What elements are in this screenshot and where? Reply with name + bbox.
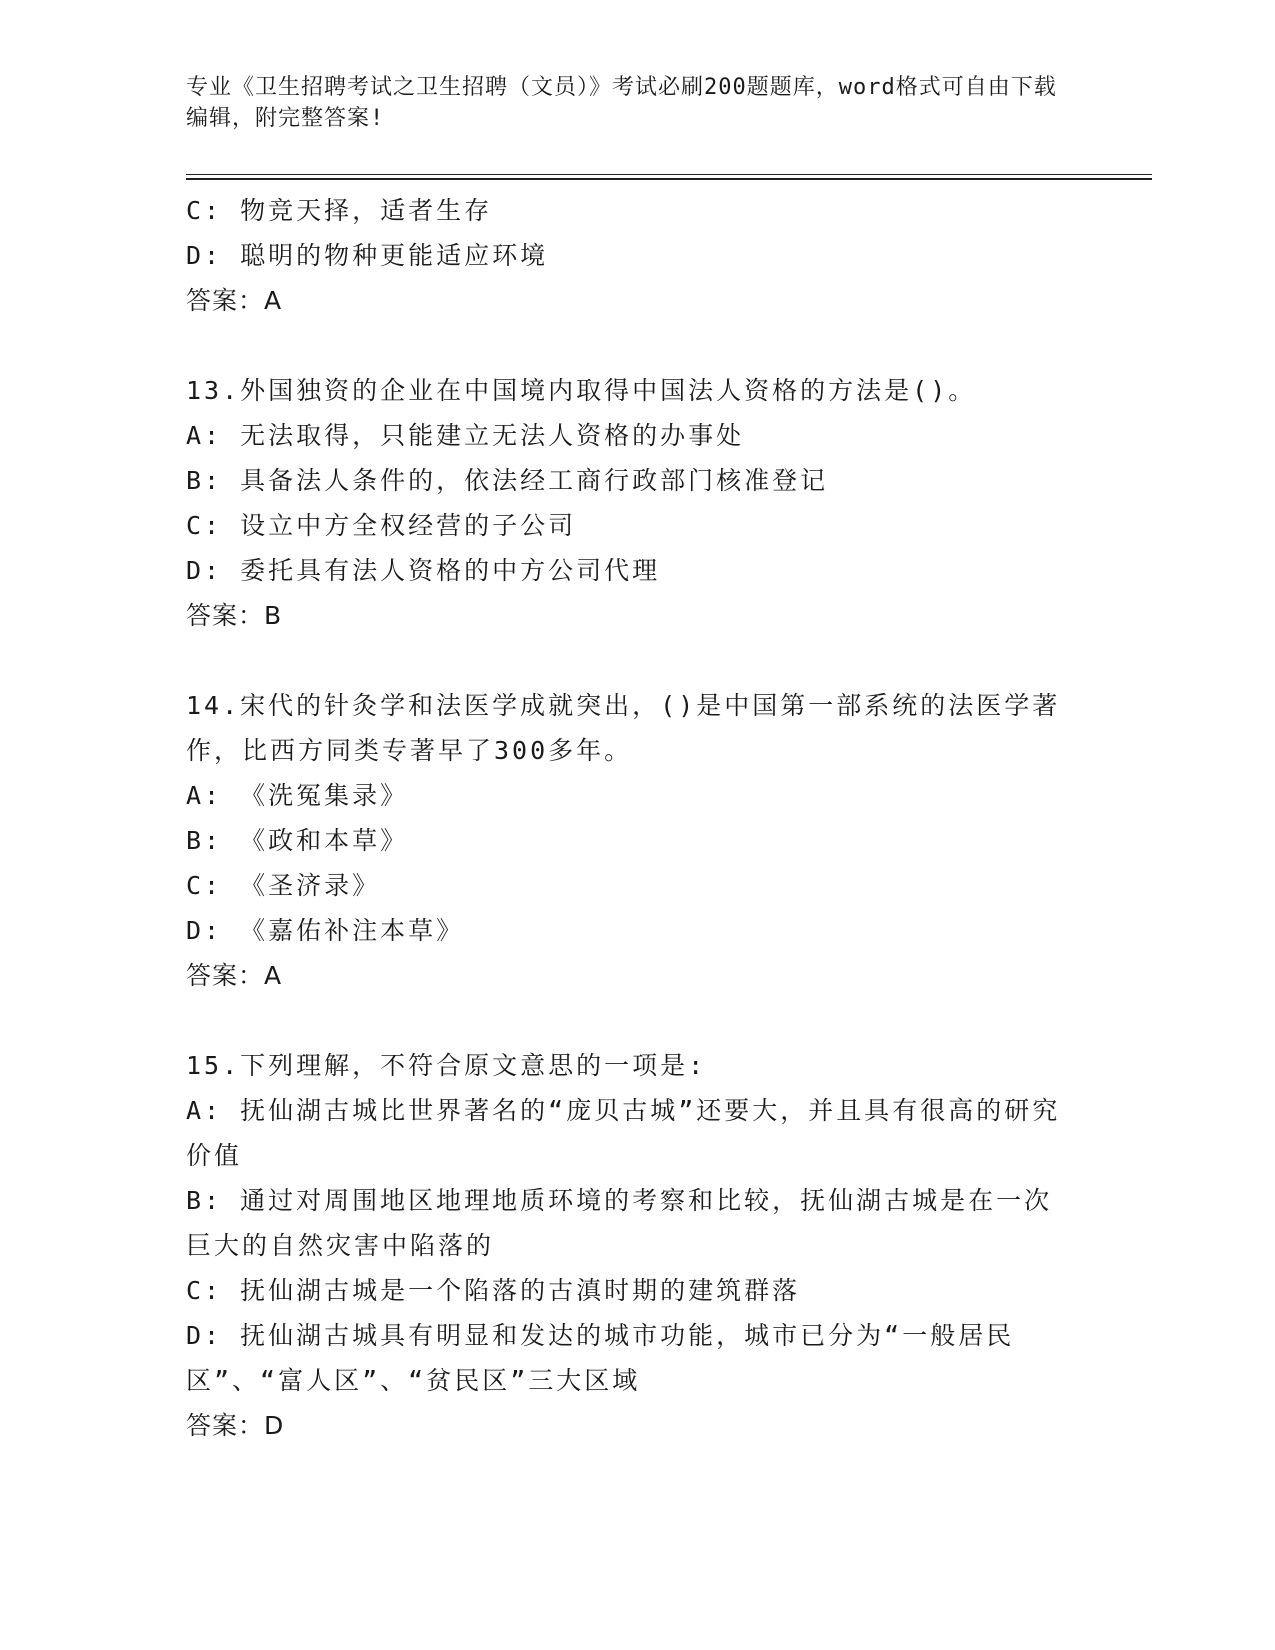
question-list (186, 188, 1066, 1448)
option-c: C: 《圣济录》 (186, 871, 381, 900)
spacer (186, 323, 1066, 368)
option-c: C: 物竞天择，适者生存 (186, 196, 493, 225)
question-stem: 14.宋代的针灸学和法医学成就突出，()是中国第一部系统的法医学著作，比西方同类专著早了300多年。 (186, 691, 1061, 765)
header-divider-thick (186, 178, 1152, 180)
option-a: A: 抚仙湖古城比世界著名的“庞贝古城”还要大，并且具有很高的研究价值 (186, 1096, 1061, 1170)
option-b: B: 通过对周围地区地理地质环境的考察和比较，抚仙湖古城是在一次巨大的自然灾害中陷落的 (186, 1186, 1053, 1260)
option-d: D: 委托具有法人资格的中方公司代理 (186, 556, 661, 585)
question-stem: 15.下列理解，不符合原文意思的一项是: (186, 1051, 707, 1080)
spacer (186, 998, 1066, 1043)
option-c: C: 抚仙湖古城是一个陷落的古滇时期的建筑群落 (186, 1276, 801, 1305)
option-b: B: 具备法人条件的，依法经工商行政部门核准登记 (186, 466, 829, 495)
answer-line: 答案：A (186, 961, 283, 990)
question-15 (186, 1043, 1066, 1448)
document-header: 专业《卫生招聘考试之卫生招聘（文员）》考试必刷200题题库，word格式可自由下载编辑，附完整答案! (186, 75, 1057, 131)
answer-line: 答案：B (186, 601, 283, 630)
question-stem: 13.外国独资的企业在中国境内取得中国法人资格的方法是()。 (186, 376, 977, 405)
option-d: D: 聪明的物种更能适应环境 (186, 241, 549, 270)
option-d: D: 抚仙湖古城具有明显和发达的城市功能，城市已分为“一般居民区”、“富人区”、“贫民区”三大区域 (186, 1321, 1015, 1395)
question-14 (186, 683, 1066, 998)
spacer (186, 638, 1066, 683)
header-divider-thin (186, 174, 1152, 175)
answer-line: 答案：D (186, 1411, 285, 1440)
question-12-fragment (186, 188, 1066, 323)
question-13 (186, 368, 1066, 638)
option-d: D: 《嘉佑补注本草》 (186, 916, 465, 945)
option-a: A: 无法取得，只能建立无法人资格的办事处 (186, 421, 745, 450)
answer-line: 答案：A (186, 286, 283, 315)
option-c: C: 设立中方全权经营的子公司 (186, 511, 577, 540)
option-a: A: 《洗冤集录》 (186, 781, 409, 810)
option-b: B: 《政和本草》 (186, 826, 409, 855)
